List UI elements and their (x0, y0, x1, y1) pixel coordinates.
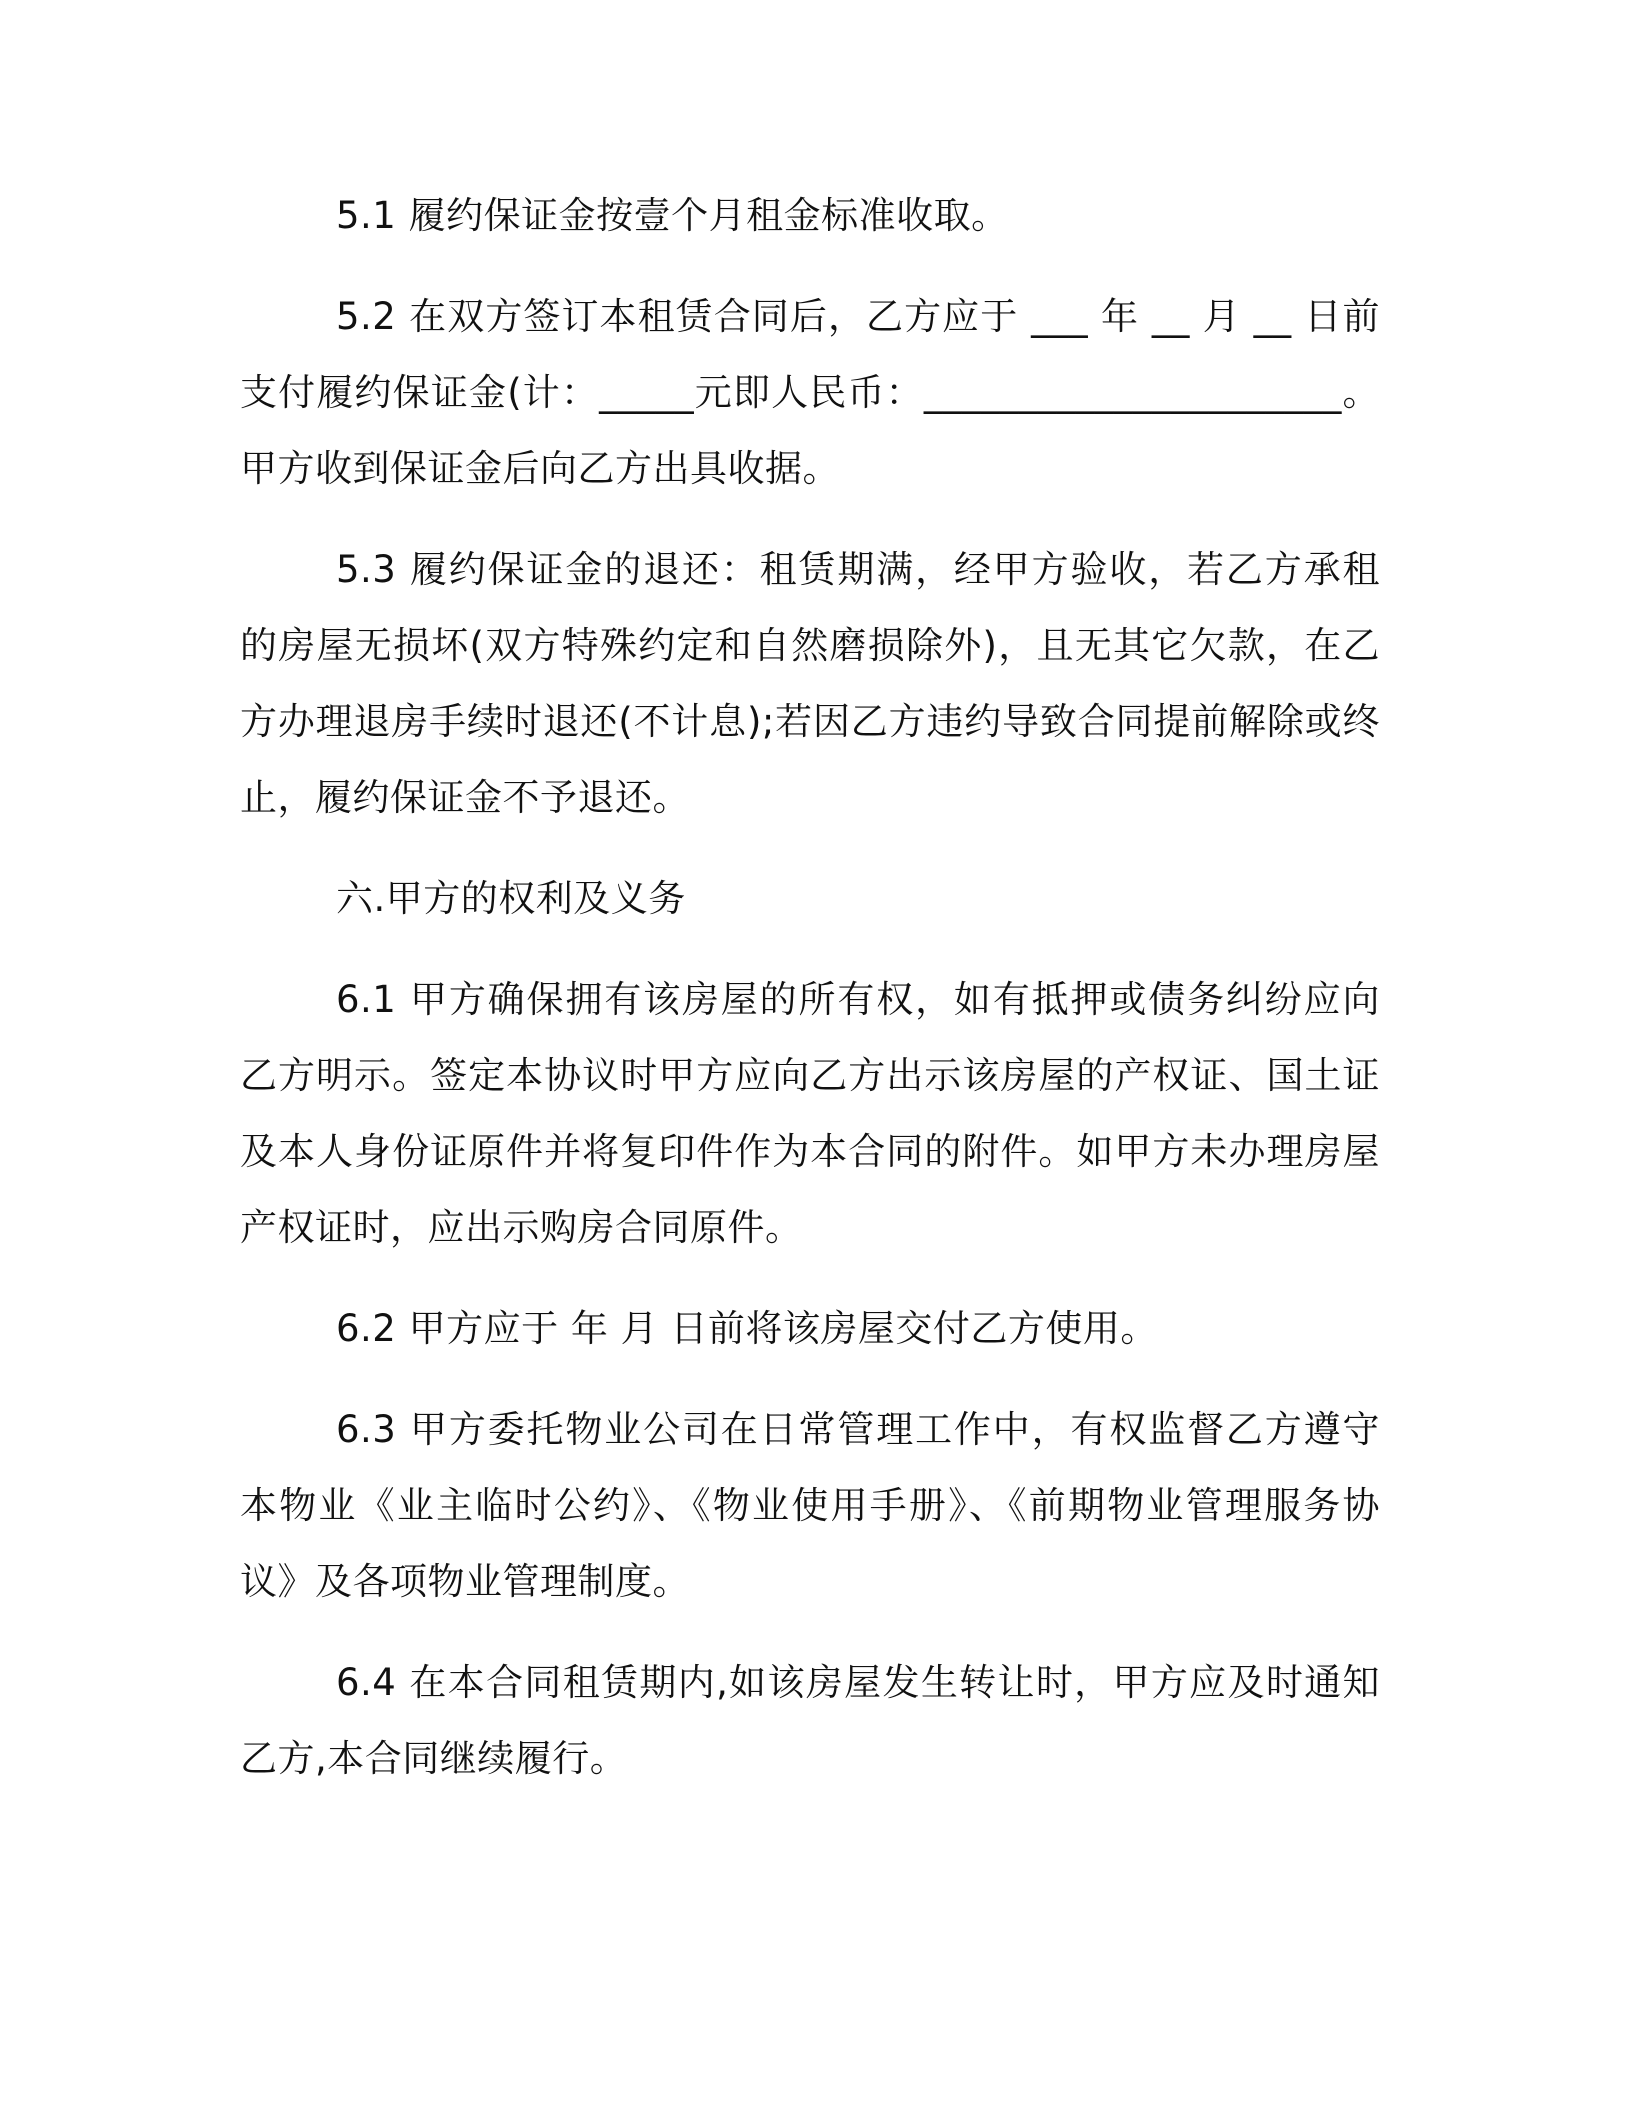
clause-6-1: 6.1 甲方确保拥有该房屋的所有权，如有抵押或债务纠纷应向乙方明示。签定本协议时甲方应向乙方出示该房屋的产权证、国土证及本人身份证原件并将复印件作为本合同的附件。如甲方未办理房屋产权证时，应出示购房合同原件。 (240, 978, 1380, 1249)
clause-5-3: 5.3 履约保证金的退还：租赁期满，经甲方验收，若乙方承租的房屋无损坏(双方特殊约定和自然磨损除外)，且无其它欠款，在乙方办理退房手续时退还(不计息);若因乙方违约导致合同提前解除或终止，履约保证金不予退还。 (240, 548, 1380, 819)
document-body (240, 178, 1380, 1822)
clause-5-1: 5.1 履约保证金按壹个月租金标准收取。 (336, 194, 1009, 237)
section-6-heading: 六.甲方的权利及义务 (336, 877, 686, 920)
clause-6-4: 6.4 在本合同租赁期内,如该房屋发生转让时，甲方应及时通知乙方,本合同继续履行。 (240, 1661, 1380, 1780)
clause-5-2: 5.2 在双方签订本租赁合同后，乙方应于 ___ 年 __ 月 __ 日前支付履约保证金(计：_____元即人民币：______________________。甲方收到保证金后向乙方出具收据。 (240, 295, 1380, 490)
clause-6-3: 6.3 甲方委托物业公司在日常管理工作中，有权监督乙方遵守本物业《业主临时公约》、《物业使用手册》、《前期物业管理服务协议》及各项物业管理制度。 (240, 1408, 1380, 1603)
clause-6-2: 6.2 甲方应于 年 月 日前将该房屋交付乙方使用。 (336, 1307, 1158, 1350)
